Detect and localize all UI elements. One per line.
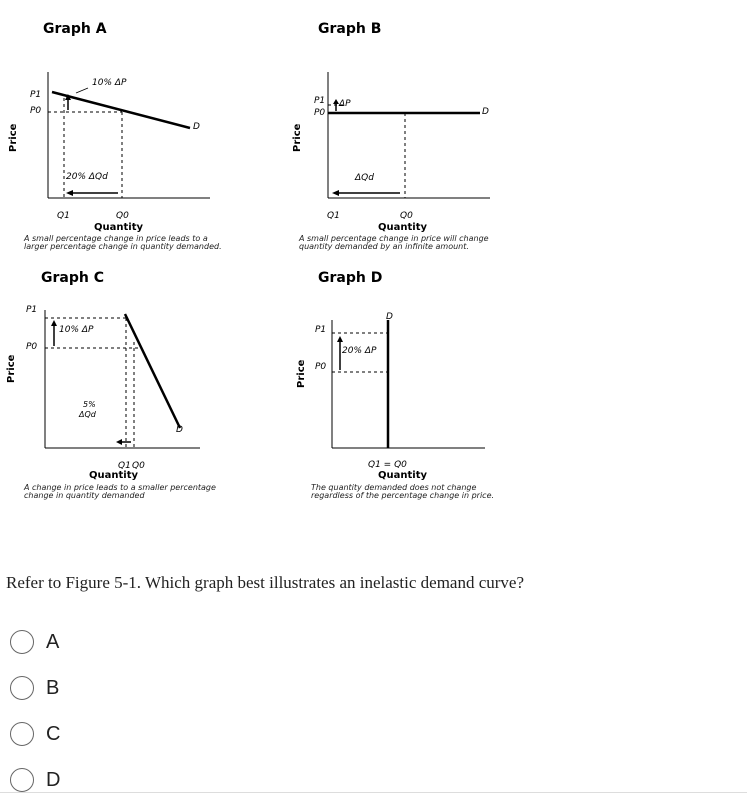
graph-d-caption-line-1: The quantity demanded does not change <box>311 483 477 492</box>
option-a[interactable] <box>10 628 60 656</box>
graph-b-caption-line-1: A small percentage change in price will change <box>299 234 489 243</box>
bottom-divider <box>0 792 747 793</box>
graph-d-ylabel: Price <box>296 359 307 388</box>
graph-a-q0-label: Q0 <box>116 211 129 221</box>
graph-a-q1-label: Q1 <box>57 211 70 221</box>
graph-a-curve-label: D <box>193 122 200 132</box>
graph-c-caption-line-1: A change in price leads to a smaller percentage <box>24 483 216 492</box>
graph-c-caption-line-2: change in quantity demanded <box>24 491 145 500</box>
graph-a-dp-label: 10% ΔP <box>92 78 127 88</box>
graph-a-p1-label: P1 <box>30 90 42 100</box>
answer-options <box>10 628 60 794</box>
graph-b-p1-label: P1 <box>314 96 326 106</box>
graph-b-dq-label: ΔQd <box>355 173 374 183</box>
graph-d-dp-arrowhead <box>337 336 343 342</box>
graph-a-ylabel: Price <box>8 123 19 152</box>
graph-b-title: Graph B <box>318 21 382 37</box>
option-a-label[interactable]: A <box>46 630 60 653</box>
graph-a-p0-label: P0 <box>30 106 42 116</box>
graph-c-p1-label: P1 <box>26 305 38 315</box>
graph-c-curve-label: D <box>176 425 183 435</box>
graph-b-dq-arrowhead <box>332 190 339 196</box>
graph-c-dp-label: 10% ΔP <box>59 325 94 335</box>
graph-b-q0-label: Q0 <box>400 211 413 221</box>
graph-a-caption-line-2: larger percentage change in quantity demanded. <box>24 242 222 251</box>
graph-a-caption-line-1: A small percentage change in price leads to a <box>24 234 208 243</box>
graph-c-q0-label: Q0 <box>132 461 145 471</box>
option-b-radio[interactable] <box>10 676 34 700</box>
graph-c-dq-label-line-2: ΔQd <box>79 410 96 419</box>
graph-d-title: Graph D <box>318 270 383 286</box>
graph-c-plot <box>0 290 260 460</box>
option-a-radio[interactable] <box>10 630 34 654</box>
question-text: Refer to Figure 5-1. Which graph best illustrates an inelastic demand curve? <box>6 573 525 592</box>
graph-c-title: Graph C <box>41 270 104 286</box>
graph-c-dp-arrowhead <box>51 320 57 326</box>
graph-d-q-label: Q1 = Q0 <box>368 460 407 470</box>
graph-a-dq-arrowhead <box>66 190 73 196</box>
graph-d-plot <box>280 290 520 460</box>
option-d-radio[interactable] <box>10 768 34 792</box>
option-c-label[interactable]: C <box>46 722 61 745</box>
option-c[interactable] <box>10 720 60 748</box>
graph-a-xlabel: Quantity <box>94 222 143 233</box>
graph-c-xlabel: Quantity <box>89 470 138 481</box>
graph-d-caption-line-2: regardless of the percentage change in price. <box>311 491 495 500</box>
graph-b-ylabel: Price <box>292 123 303 152</box>
graph-a-title: Graph A <box>43 21 107 37</box>
graph-b-q1-label: Q1 <box>327 211 340 221</box>
graph-c-dq-label-line-1: 5% <box>83 400 96 409</box>
graph-b-dp-label: ΔP <box>339 99 351 109</box>
option-d-label[interactable]: D <box>46 768 61 791</box>
graph-c-ylabel: Price <box>6 354 17 383</box>
graph-b-curve-label: D <box>482 107 489 117</box>
option-b[interactable] <box>10 674 60 702</box>
graph-b-p0-label: P0 <box>314 108 326 118</box>
graph-a-demand-line <box>52 92 190 128</box>
graph-c-p0-label: P0 <box>26 342 38 352</box>
graph-b-xlabel: Quantity <box>378 222 427 233</box>
graph-b-caption-line-2: quantity demanded by an infinite amount. <box>299 242 469 251</box>
graph-a-dp-pointer <box>76 88 88 93</box>
option-d[interactable] <box>10 766 60 794</box>
graph-d-xlabel: Quantity <box>378 470 427 481</box>
graph-d-p0-label: P0 <box>315 362 327 372</box>
option-b-label[interactable]: B <box>46 676 60 699</box>
graph-d-p1-label: P1 <box>315 325 327 335</box>
graph-a-dq-label: 20% ΔQd <box>66 172 108 182</box>
graph-d-dp-label: 20% ΔP <box>342 346 377 356</box>
graph-c-dq-arrowhead <box>116 439 122 445</box>
graph-c-demand-line <box>125 314 180 428</box>
graph-c-q1-label: Q1 <box>118 461 131 471</box>
graph-d-curve-label: D <box>386 312 393 322</box>
option-c-radio[interactable] <box>10 722 34 746</box>
